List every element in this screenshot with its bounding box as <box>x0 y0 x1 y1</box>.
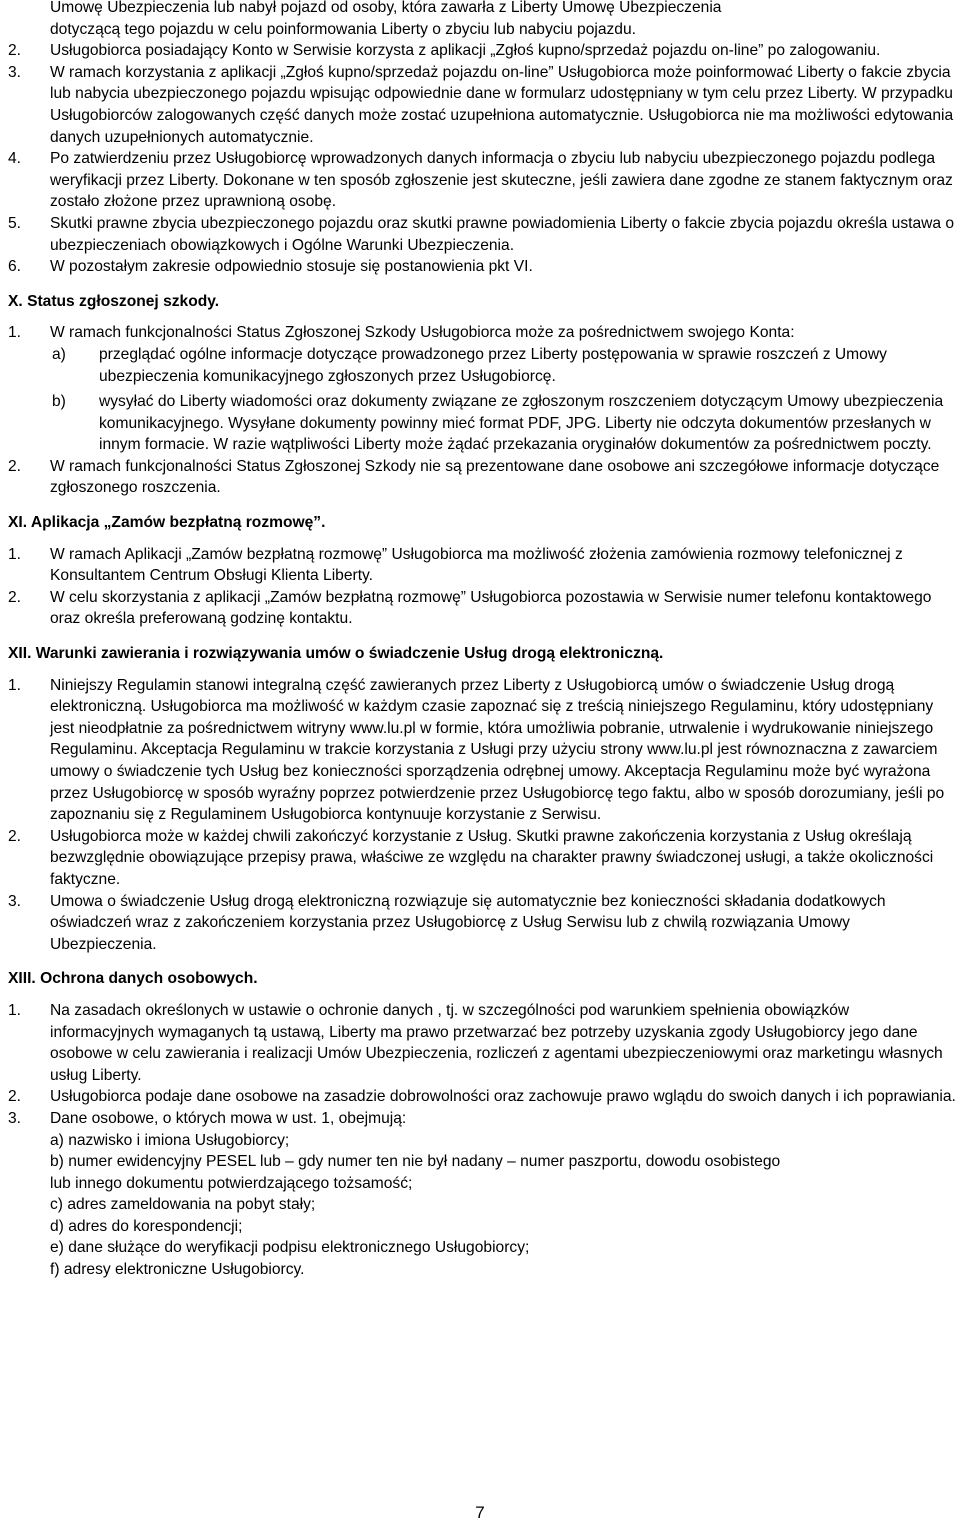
item-text: W celu skorzystania z aplikacji „Zamów bezpłatną rozmowę” Usługobiorca pozostawia w Serwisie numer telefonu kontaktowego oraz określa preferowaną godzinę kontaktu. <box>50 588 932 628</box>
item-text: W ramach korzystania z aplikacji „Zgłoś kupno/sprzedaż pojazdu on-line” Usługobiorca może poinformować Liberty o fakcie zbycia lub nabycia ubezpieczonego pojazdu wpisując odpowiednie dane w formularz udostępniany w tym celu przez Liberty. W przypadku Usługobiorców zalogowanych część danych może zostać uzupełniona automatycznie. Usługobiorca nie ma możliwości edytowania danych uzupełnionych automatycznie. <box>50 63 954 146</box>
section-13-heading: XIII. Ochrona danych osobowych. <box>8 970 258 988</box>
item-number: 3. <box>8 63 22 81</box>
continuation-paragraph <box>0 0 960 40</box>
item-number: 5. <box>8 214 22 232</box>
sec10-item-2 <box>0 456 960 499</box>
subitem-text: przeglądać ogólne informacje dotyczące prowadzonego przez Liberty postępowania w sprawie roszczeń z Umowy ubezpieczenia komunikacyjnego zgłoszonych przez Usługobiorcę. <box>99 345 887 385</box>
item-number: 1. <box>8 545 22 563</box>
item-number: 4. <box>8 150 22 168</box>
item-text: Po zatwierdzeniu przez Usługobiorcę wprowadzonych danych informacja o zbyciu lub nabyciu ubezpieczonego pojazdu podlega weryfikacji przez Liberty. Dokonane w ten sposób zgłoszenie jest skuteczne, jeśli zawiera dane zgodne ze stanem faktycznym oraz zostało złożone przez uprawnioną osobę. <box>50 150 953 211</box>
item-text: W ramach Aplikacji „Zamów bezpłatną rozmowę” Usługobiorca ma możliwość złożenia zamówienia rozmowy telefonicznej z Konsultantem Centrum Obsługi Klienta Liberty. <box>50 545 903 585</box>
item-text: Umowa o świadczenie Usług drogą elektroniczną rozwiązuje się automatycznie bez konieczności składania dodatkowych oświadczeń wraz z zakończeniem korzystania przez Usługobiorcę z Usług Serwisu lub z chwilą rozwiązania Umowy Ubezpieczenia. <box>50 892 886 953</box>
item-number: 3. <box>8 1109 22 1127</box>
item-text: Na zasadach określonych w ustawie o ochronie danych , tj. w szczególności pod warunkiem spełnienia obowiązków informacyjnych wymaganych tą ustawą, Liberty ma prawo przetwarzać bez potrzeby uzyskania zgody Usługobiorcy jego dane osobowe w celu zawierania i realizacji Umów Ubezpieczenia, rozliczeń z agentami ubezpieczeniowymi oraz marketingu własnych usług Liberty. <box>50 1001 943 1084</box>
section-12-heading: XII. Warunki zawierania i rozwiązywania umów o świadczenie Usług drogą elektroniczną. <box>8 645 664 663</box>
sec9-item-4 <box>0 148 960 213</box>
item-number: 1. <box>8 676 22 694</box>
item-number: 2. <box>8 457 22 475</box>
subitem-label: a) <box>52 345 66 363</box>
item-number: 1. <box>8 1001 22 1019</box>
item-text: Usługobiorca posiadający Konto w Serwisie korzysta z aplikacji „Zgłoś kupno/sprzedaż pojazdu on-line” po zalogowaniu. <box>50 42 881 60</box>
sec12-item-3 <box>0 891 960 956</box>
sec13-item-2 <box>0 1086 960 1108</box>
item-number: 2. <box>8 588 22 606</box>
item-number: 2. <box>8 42 22 60</box>
sec13-item-1 <box>0 1000 960 1086</box>
item-text: Usługobiorca może w każdej chwili zakończyć korzystanie z Usług. Skutki prawne zakończenia korzystania z Usług określają bezwzględnie obowiązujące przepisy prawa, właściwe ze względu na charakter prawny świadczonej usługi, a także okoliczności faktyczne. <box>50 827 934 888</box>
list-item-a: a) nazwisko i imiona Usługobiorcy; <box>50 1131 290 1149</box>
sec11-item-2 <box>0 587 960 630</box>
section-10-heading: X. Status zgłoszonej szkody. <box>8 292 220 310</box>
item-text: Niniejszy Regulamin stanowi integralną część zawieranych przez Liberty z Usługobiorcą umów o świadczenie Usług drogą elektroniczną. Usługobiorca ma możliwość w każdym czasie zapoznać się z treścią niniejszego Regulaminu, który udostępniany jest nieodpłatnie za pośrednictwem witryny www.lu.pl w formie, która umożliwia pobranie, utrwalenie i wydrukowanie niniejszego Regulaminu. Akceptacja Regulaminu w trakcie korzystania z Usługi przy użyciu strony www.lu.pl jest równoznaczna z zawarciem umowy o świadczenie tych Usług bez konieczności sporządzenia odrębnej umowy. Akceptacja Regulaminu może być wyrażona przez Usługobiorcę w sposób wyraźny poprzez potwierdzenie przez Usługobiorcę tego faktu, albo w sposób dorozumiany, jeśli po zapoznaniu się z Regulaminem Usługobiorca kontynuuje korzystanie z Serwisu. <box>50 676 945 824</box>
page-number: 7 <box>475 1503 485 1522</box>
sec10-subitem-a <box>0 344 960 387</box>
continuation-line-2: dotyczącą tego pojazdu w celu poinformowania Liberty o zbyciu lub nabyciu pojazdu. <box>50 20 636 38</box>
list-item-e: e) dane służące do weryfikacji podpisu elektronicznego Usługobiorcy; <box>50 1239 530 1257</box>
sec13-item-3 <box>0 1108 960 1130</box>
item-number: 6. <box>8 258 22 276</box>
subitem-text: wysyłać do Liberty wiadomości oraz dokumenty związane ze zgłoszonym roszczeniem dotyczącym Umowy ubezpieczenia komunikacyjnego. Wysyłane dokumenty powinny mieć format PDF, JPG. Liberty nie odczyta dokumentów przesłanych w innym formacie. W razie wątpliwości Liberty może żądać przekazania oryginałów dokumentów za pośrednictwem poczty. <box>99 393 944 454</box>
sec9-item-2 <box>0 40 960 62</box>
item-number: 1. <box>8 324 22 342</box>
sec10-item-1 <box>0 322 960 344</box>
item-number: 2. <box>8 1088 22 1106</box>
section-11-heading: XI. Aplikacja „Zamów bezpłatną rozmowę”. <box>8 514 326 532</box>
item-text: W pozostałym zakresie odpowiednio stosuje się postanowienia pkt VI. <box>50 258 533 276</box>
item-text: Dane osobowe, o których mowa w ust. 1, obejmują: <box>50 1109 407 1127</box>
sec10-subitem-b <box>0 391 960 456</box>
item-number: 2. <box>8 827 22 845</box>
item-text: Skutki prawne zbycia ubezpieczonego pojazdu oraz skutki prawne powiadomienia Liberty o fakcie zbycia pojazdu określa ustawa o ubezpieczeniach obowiązkowych i Ogólne Warunki Ubezpieczenia. <box>50 214 955 254</box>
item-text: Usługobiorca podaje dane osobowe na zasadzie dobrowolności oraz zachowuje prawo wglądu do swoich danych i ich poprawiania. <box>50 1088 956 1106</box>
sec9-item-3 <box>0 62 960 148</box>
list-item-f: f) adresy elektroniczne Usługobiorcy. <box>50 1261 305 1279</box>
sec12-item-2 <box>0 826 960 891</box>
continuation-line-1: Umowę Ubezpieczenia lub nabył pojazd od osoby, która zawarła z Liberty Umowę Ubezpieczenia <box>50 0 722 16</box>
list-item-b-line-1: b) numer ewidencyjny PESEL lub – gdy numer ten nie był nadany – numer paszportu, dowodu osobistego <box>50 1153 781 1171</box>
list-item-b-line-2: lub innego dokumentu potwierdzającego tożsamość; <box>50 1174 413 1192</box>
personal-data-list <box>0 1130 960 1281</box>
sec11-item-1 <box>0 544 960 587</box>
item-number: 3. <box>8 892 22 910</box>
sec9-item-6 <box>0 256 960 278</box>
item-text: W ramach funkcjonalności Status Zgłoszonej Szkody nie są prezentowane dane osobowe ani szczegółowe informacje dotyczące zgłoszonego roszczenia. <box>50 457 940 497</box>
sec9-item-5 <box>0 213 960 256</box>
list-item-d: d) adres do korespondencji; <box>50 1217 243 1235</box>
item-text: W ramach funkcjonalności Status Zgłoszonej Szkody Usługobiorca może za pośrednictwem swojego Konta: <box>50 324 795 342</box>
sec12-item-1 <box>0 675 960 826</box>
subitem-label: b) <box>52 393 66 411</box>
list-item-c: c) adres zameldowania na pobyt stały; <box>50 1196 316 1214</box>
